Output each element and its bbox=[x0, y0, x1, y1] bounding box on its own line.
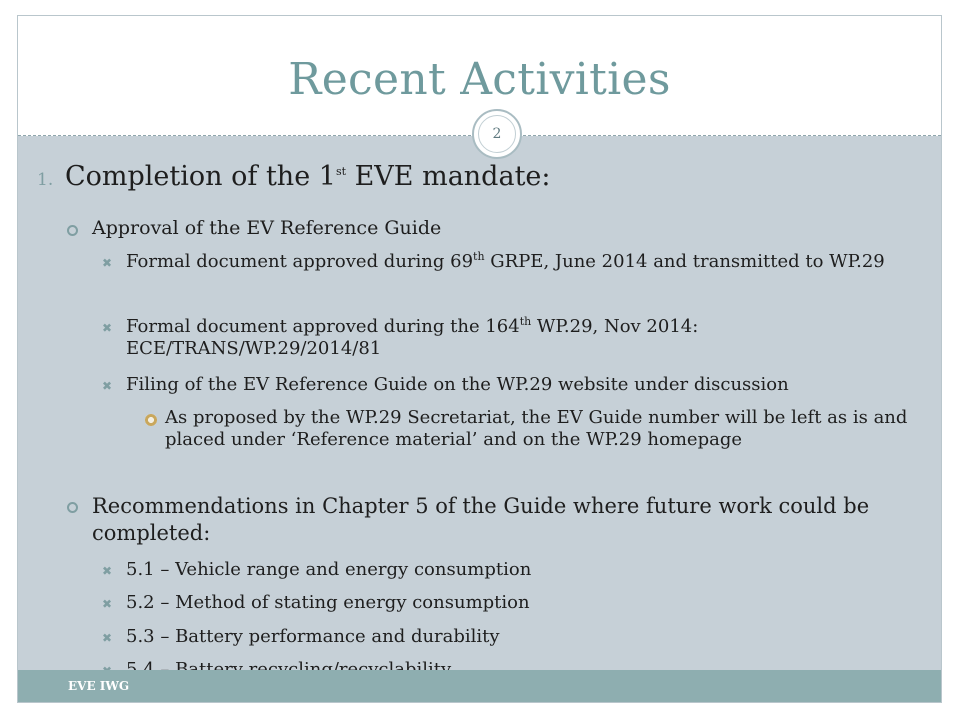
sub-item-recommendations-text: Recommendations in Chapter 5 of the Guide where future work could be completed: bbox=[92, 494, 870, 545]
slide-frame bbox=[17, 15, 942, 703]
recommendation-item bbox=[102, 559, 912, 581]
recommendation-item bbox=[102, 592, 912, 614]
item-1-text bbox=[65, 160, 917, 194]
recommendation-text: 5.3 – Battery performance and durability bbox=[126, 626, 500, 647]
item-1-sup: st bbox=[335, 165, 347, 178]
sub-item-approval-text: Approval of the EV Reference Guide bbox=[92, 217, 442, 239]
bullet-filing-text: Filing of the EV Reference Guide on the WP.29 website under discussion bbox=[126, 374, 789, 395]
cross-bullet-icon: ✖ bbox=[102, 564, 113, 578]
recommendation-item bbox=[102, 626, 912, 648]
cross-bullet-icon: ✖ bbox=[102, 256, 113, 270]
ring-bullet-icon bbox=[67, 493, 92, 547]
sub-bullet-secretariat-text: As proposed by the WP.29 Secretariat, the EV Guide number will be left as is and placed under ‘Reference material’ and on the WP.29 homepage bbox=[165, 407, 908, 450]
item-1-text-start: Completion of the 1 bbox=[65, 161, 336, 192]
list-item-1 bbox=[37, 160, 917, 194]
slide-title: Recent Activities bbox=[288, 54, 671, 105]
sub-item-approval bbox=[67, 216, 927, 241]
sub-item-recommendations bbox=[67, 493, 937, 547]
recommendation-text: 5.2 – Method of stating energy consumption bbox=[126, 592, 530, 613]
item-number: 1. bbox=[37, 170, 54, 190]
bullet-filing bbox=[102, 374, 942, 396]
cross-bullet-icon: ✖ bbox=[102, 321, 113, 335]
page-number: 2 bbox=[478, 115, 516, 153]
ring-bullet-icon bbox=[67, 216, 92, 241]
bullet-2-text-end: WP.29, Nov 2014: ECE/TRANS/WP.29/2014/81 bbox=[126, 316, 699, 359]
bullet-164th-wp29-text bbox=[126, 316, 912, 360]
recommendation-text: 5.1 – Vehicle range and energy consumption bbox=[126, 559, 532, 580]
bullet-1-text-end: GRPE, June 2014 and transmitted to WP.29 bbox=[484, 251, 885, 272]
circle-bullet-icon bbox=[145, 407, 165, 451]
cross-bullet-icon: ✖ bbox=[102, 631, 113, 645]
bullet-1-sup: th bbox=[473, 250, 485, 263]
slide-footer bbox=[18, 670, 941, 702]
bullet-69th-grpe bbox=[102, 251, 912, 273]
bullet-69th-grpe-text bbox=[126, 251, 912, 273]
cross-bullet-icon: ✖ bbox=[102, 379, 113, 393]
bullet-2-sup: th bbox=[519, 315, 532, 328]
cross-bullet-icon: ✖ bbox=[102, 597, 113, 611]
item-1-text-end: EVE mandate: bbox=[346, 161, 551, 192]
page-number-badge bbox=[472, 109, 522, 159]
bullet-164th-wp29 bbox=[102, 316, 912, 360]
footer-label: EVE IWG bbox=[68, 679, 130, 693]
bullet-2-text-start: Formal document approved during the 164 bbox=[126, 316, 520, 337]
sub-bullet-secretariat bbox=[145, 407, 925, 451]
bullet-1-text-start: Formal document approved during 69 bbox=[126, 251, 474, 272]
